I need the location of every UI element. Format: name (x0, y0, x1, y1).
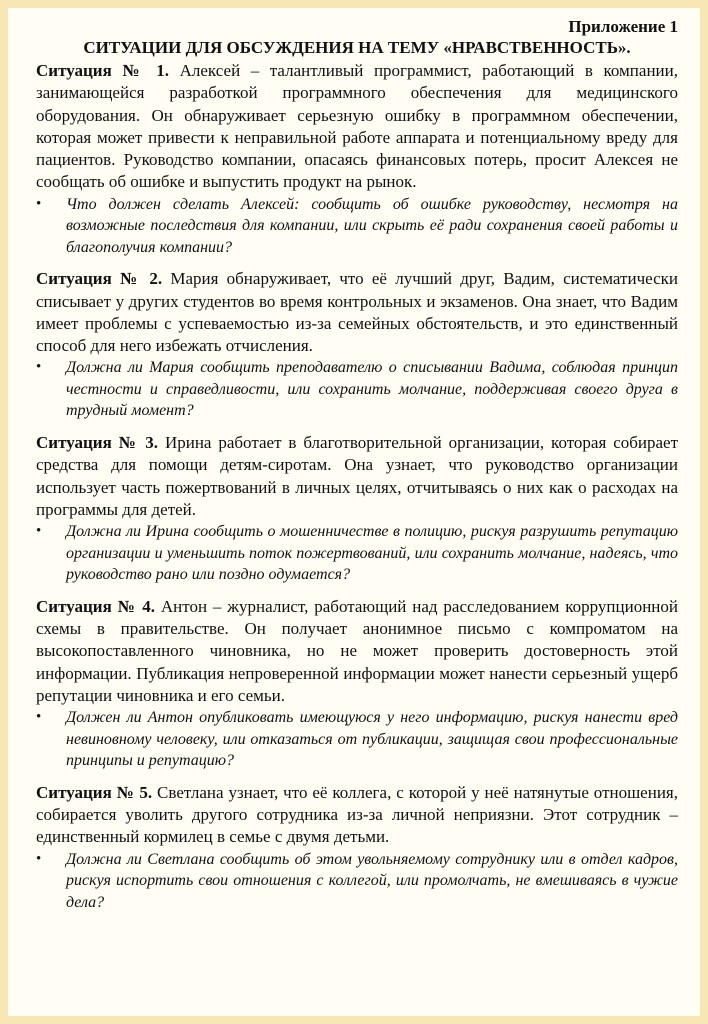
document-page (8, 8, 700, 1016)
situation-label: Ситуация № 3. (36, 432, 159, 452)
situation-2 (36, 268, 678, 422)
situation-body: Мария обнаруживает, что её лучший друг, Вадим, систематически списывает у других студентов во время контрольных и экзаменов. Она знает, что Вадим имеет проблемы с успеваемостью из-за семейных обстоятельств, и это единственный способ для него избежать отчисления. (36, 269, 678, 356)
situation-body: Антон – журналист, работающий над расследованием коррупционной схемы в правительстве. Он получает анонимное письмо с компроматом на высокопоставленного чиновника, но не может проверить достоверность этой информации. Публикация непроверенной информации может нанести серьезный ущерб репутации чиновника и его семьи. (36, 596, 679, 705)
situation-1 (36, 60, 678, 258)
situation-5 (36, 782, 678, 913)
bullet-icon: • (36, 359, 42, 376)
situation-label: Ситуация № 1. (36, 61, 170, 80)
situation-question (36, 849, 678, 914)
question-text: Должен ли Антон опубликовать имеющуюся у него информацию, рискуя нанести вред невиновному человеку, или отказаться от публикации, защищая свои профессиональные принципы и репутацию? (66, 709, 678, 770)
question-text: Должна ли Ирина сообщить о мошенничестве в полицию, рискуя разрушить репутацию организации и уменьшить поток пожертвований, или сохранить молчание, надеясь, что руководство рано или поздно одумается? (66, 523, 678, 584)
situation-4 (36, 596, 678, 772)
situation-question (36, 521, 678, 586)
bullet-icon: • (36, 709, 42, 726)
situation-text (36, 268, 678, 357)
situation-text (36, 782, 678, 849)
question-text: Что должен сделать Алексей: сообщить об ошибке руководству, несмотря на возможные последствия для компании, или скрыть её ради сохранения своей работы и благополучия компании? (66, 195, 678, 256)
situation-question (36, 357, 678, 422)
situation-body: Ирина работает в благотворительной организации, которая собирает средства для помощи детям-сиротам. Она узнает, что руководство организации использует часть пожертвований в личных целях, отчитываясь о них как о расходах на программы для детей. (36, 432, 679, 519)
document-title: СИТУАЦИИ ДЛЯ ОБСУЖДЕНИЯ НА ТЕМУ «НРАВСТВЕННОСТЬ». (83, 38, 631, 57)
bullet-icon: • (36, 523, 42, 540)
bullet-icon: • (36, 850, 42, 867)
situation-text (36, 596, 678, 707)
situation-text (36, 432, 678, 521)
appendix-label: Приложение 1 (568, 17, 678, 36)
situation-question (36, 707, 678, 772)
situation-label: Ситуация № 2. (36, 269, 163, 289)
situation-label: Ситуация № 5. (36, 782, 153, 802)
question-text: Должна ли Мария сообщить преподавателю о списывании Вадима, соблюдая принцип честности и справедливости, или сохранить молчание, поддерживая своего друга в трудный момент? (66, 359, 678, 420)
question-text: Должна ли Светлана сообщить об этом увольняемому сотруднику или в отдел кадров, рискуя испортить свои отношения с коллегой, или промолчать, не вмешиваясь в чужие дела? (66, 850, 678, 911)
situation-text (36, 60, 678, 194)
bullet-icon: • (36, 195, 42, 212)
situation-3 (36, 432, 678, 586)
situation-body: Светлана узнает, что её коллега, с которой у неё натянутые отношения, собирается уволить другого сотрудника из-за личной неприязни. Этот сотрудник – единственный кормилец в семье с двумя детьми. (36, 782, 678, 847)
situation-label: Ситуация № 4. (36, 596, 155, 616)
situation-question (36, 194, 678, 259)
situation-body: Алексей – талантливый программист, работающий в компании, занимающейся разработкой программного обеспечения для медицинского оборудования. Он обнаруживает серьезную ошибку в программном обеспечении, которая может привести к неправильной работе аппарата и потенциальному вреду для пациентов. Руководство компании, опасаясь финансовых потерь, просит Алексея не сообщать об ошибке и выпустить продукт на рынок. (36, 61, 678, 192)
